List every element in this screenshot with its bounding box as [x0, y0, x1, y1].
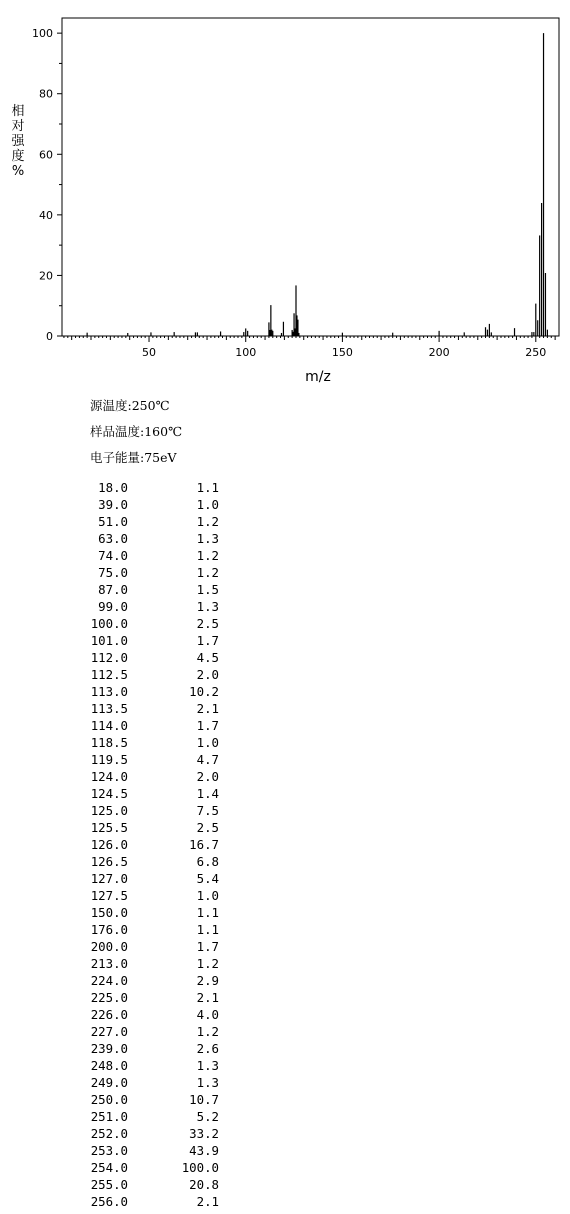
peak-intensity: 4.7	[196, 752, 219, 767]
source-temperature: 源温度:250℃	[90, 398, 170, 413]
peak-mz: 100.0	[90, 616, 128, 631]
peak-intensity: 1.0	[196, 497, 219, 512]
peak-mz: 124.5	[90, 786, 128, 801]
x-axis-label: m/z	[305, 369, 331, 385]
peak-intensity: 1.7	[196, 633, 219, 648]
x-tick-label: 200	[428, 346, 450, 359]
peak-intensity: 1.3	[196, 599, 219, 614]
peak-mz: 118.5	[90, 735, 128, 750]
peak-row	[80, 802, 219, 819]
peak-mz: 250.0	[90, 1092, 128, 1107]
peak-row	[80, 1006, 219, 1023]
peak-intensity: 1.5	[196, 582, 219, 597]
y-tick-label: 80	[39, 87, 53, 101]
peak-intensity: 33.2	[189, 1126, 219, 1141]
peak-mz: 248.0	[90, 1058, 128, 1073]
peak-intensity: 1.7	[196, 939, 219, 954]
peak-row	[80, 717, 219, 734]
x-tick-label: 150	[331, 346, 353, 359]
peak-intensity: 1.3	[196, 1075, 219, 1090]
peak-row	[80, 1091, 219, 1108]
peak-row	[80, 479, 219, 496]
peak-intensity: 2.9	[196, 973, 219, 988]
plot-frame	[62, 18, 559, 336]
x-tick-label: 100	[235, 346, 257, 359]
peak-mz: 124.0	[90, 769, 128, 784]
peak-row	[80, 938, 219, 955]
peak-row	[80, 666, 219, 683]
peak-intensity: 2.1	[196, 1194, 219, 1209]
peak-mz: 200.0	[90, 939, 128, 954]
peak-row	[80, 1040, 219, 1057]
peak-mz: 39.0	[98, 497, 128, 512]
peak-row	[80, 989, 219, 1006]
peak-mz: 112.5	[90, 667, 128, 682]
y-tick-label: 20	[39, 269, 53, 283]
peak-row	[80, 768, 219, 785]
peak-mz: 127.0	[90, 871, 128, 886]
peak-mz: 101.0	[90, 633, 128, 648]
peak-intensity: 7.5	[196, 803, 219, 818]
peak-row	[80, 1074, 219, 1091]
peak-intensity: 10.2	[189, 684, 219, 699]
peak-row	[80, 564, 219, 581]
peak-mz: 256.0	[90, 1194, 128, 1209]
instrument-conditions	[90, 398, 182, 476]
peak-intensity: 1.2	[196, 956, 219, 971]
peak-row	[80, 734, 219, 751]
peak-row	[80, 496, 219, 513]
peak-row	[80, 955, 219, 972]
peak-list	[80, 479, 219, 1210]
peak-mz: 255.0	[90, 1177, 128, 1192]
peak-row	[80, 1193, 219, 1210]
peak-row	[80, 1125, 219, 1142]
y-tick-label: 100	[32, 27, 53, 41]
peak-row	[80, 1176, 219, 1193]
y-axis-label-char: 相	[11, 104, 25, 119]
peak-row	[80, 598, 219, 615]
peak-mz: 119.5	[90, 752, 128, 767]
peak-intensity: 4.5	[196, 650, 219, 665]
peak-row	[80, 972, 219, 989]
peak-row	[80, 1142, 219, 1159]
peak-mz: 252.0	[90, 1126, 128, 1141]
peak-intensity: 1.2	[196, 514, 219, 529]
y-axis-label	[10, 104, 26, 179]
peak-row	[80, 683, 219, 700]
peak-intensity: 1.3	[196, 531, 219, 546]
mass-spectrum-chart	[0, 0, 570, 390]
peak-mz: 227.0	[90, 1024, 128, 1039]
peak-mz: 126.5	[90, 854, 128, 869]
peak-mz: 63.0	[98, 531, 128, 546]
peak-mz: 51.0	[98, 514, 128, 529]
peak-intensity: 43.9	[189, 1143, 219, 1158]
peak-row	[80, 785, 219, 802]
peak-mz: 126.0	[90, 837, 128, 852]
y-axis-label-char: 度	[11, 149, 25, 164]
peak-row	[80, 649, 219, 666]
peak-intensity: 1.7	[196, 718, 219, 733]
peak-mz: 87.0	[98, 582, 128, 597]
peak-mz: 75.0	[98, 565, 128, 580]
peak-intensity: 1.2	[196, 1024, 219, 1039]
peak-row	[80, 547, 219, 564]
peak-row	[80, 751, 219, 768]
peak-intensity: 1.0	[196, 888, 219, 903]
peak-row	[80, 700, 219, 717]
peak-row	[80, 853, 219, 870]
peak-intensity: 1.2	[196, 548, 219, 563]
peak-row	[80, 513, 219, 530]
peak-intensity: 100.0	[181, 1160, 219, 1175]
peak-intensity: 2.5	[196, 820, 219, 835]
peak-mz: 251.0	[90, 1109, 128, 1124]
peak-intensity: 5.2	[196, 1109, 219, 1124]
sample-temperature: 样品温度:160℃	[90, 424, 183, 439]
peak-intensity: 1.3	[196, 1058, 219, 1073]
y-tick-label: 0	[46, 330, 53, 343]
peak-mz: 254.0	[90, 1160, 128, 1175]
peak-mz: 224.0	[90, 973, 128, 988]
peak-mz: 99.0	[98, 599, 128, 614]
peak-mz: 113.5	[90, 701, 128, 716]
peak-intensity: 2.0	[196, 667, 219, 682]
peak-mz: 127.5	[90, 888, 128, 903]
peak-mz: 226.0	[90, 1007, 128, 1022]
peak-row	[80, 530, 219, 547]
peak-mz: 74.0	[98, 548, 128, 563]
peak-mz: 213.0	[90, 956, 128, 971]
peak-mz: 249.0	[90, 1075, 128, 1090]
peak-row	[80, 1108, 219, 1125]
peak-mz: 239.0	[90, 1041, 128, 1056]
y-axis-label-char: %	[11, 164, 25, 179]
peak-intensity: 1.1	[196, 905, 219, 920]
x-tick-label: 50	[142, 346, 157, 359]
peak-intensity: 6.8	[196, 854, 219, 869]
y-axis-label-char: 对	[11, 119, 25, 134]
peak-mz: 225.0	[90, 990, 128, 1005]
peak-intensity: 2.1	[196, 701, 219, 716]
y-tick-label: 60	[39, 148, 53, 162]
peak-intensity: 16.7	[189, 837, 219, 852]
y-axis-label-char: 强	[11, 134, 25, 149]
peak-mz: 113.0	[90, 684, 128, 699]
peak-mz: 150.0	[90, 905, 128, 920]
peak-intensity: 20.8	[189, 1177, 219, 1192]
peak-mz: 176.0	[90, 922, 128, 937]
peak-row	[80, 1159, 219, 1176]
peak-row	[80, 870, 219, 887]
peak-intensity: 5.4	[196, 871, 219, 886]
x-tick-label: 250	[525, 346, 547, 359]
peak-row	[80, 819, 219, 836]
peak-intensity: 1.0	[196, 735, 219, 750]
peak-mz: 125.0	[90, 803, 128, 818]
peak-row	[80, 921, 219, 938]
peak-intensity: 1.1	[196, 922, 219, 937]
electron-energy: 电子能量:75eV	[90, 450, 177, 465]
peak-row	[80, 904, 219, 921]
peak-mz: 114.0	[90, 718, 128, 733]
peak-row	[80, 615, 219, 632]
peak-intensity: 10.7	[189, 1092, 219, 1107]
peak-intensity: 4.0	[196, 1007, 219, 1022]
peak-mz: 18.0	[98, 480, 128, 495]
peak-intensity: 2.6	[196, 1041, 219, 1056]
peak-intensity: 1.1	[196, 480, 219, 495]
y-tick-label: 40	[39, 208, 53, 222]
peak-mz: 112.0	[90, 650, 128, 665]
peak-row	[80, 1057, 219, 1074]
peak-intensity: 1.2	[196, 565, 219, 580]
peak-row	[80, 1023, 219, 1040]
peak-intensity: 2.0	[196, 769, 219, 784]
peak-intensity: 2.1	[196, 990, 219, 1005]
peak-mz: 125.5	[90, 820, 128, 835]
peak-intensity: 2.5	[196, 616, 219, 631]
peak-row	[80, 887, 219, 904]
peak-mz: 253.0	[90, 1143, 128, 1158]
peak-row	[80, 581, 219, 598]
peak-row	[80, 632, 219, 649]
peak-row	[80, 836, 219, 853]
peak-intensity: 1.4	[196, 786, 219, 801]
